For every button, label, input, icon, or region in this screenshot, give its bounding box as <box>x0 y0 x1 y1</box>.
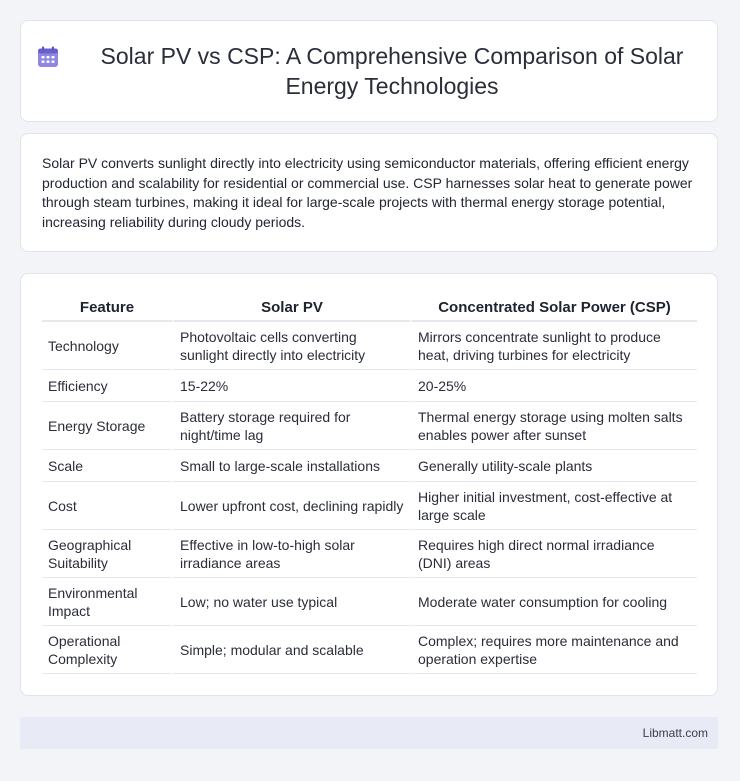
comparison-card <box>20 273 718 696</box>
feature-cell: Energy Storage <box>42 402 172 450</box>
solar-pv-cell: Battery storage required for night/time lag <box>172 402 410 450</box>
header-solar-pv: Solar PV <box>172 296 410 322</box>
solar-pv-cell: 15-22% <box>172 370 410 402</box>
table-row <box>42 626 697 674</box>
footer-site-link[interactable]: Libmatt.com <box>642 726 708 740</box>
header-feature: Feature <box>42 296 172 322</box>
csp-cell: Mirrors concentrate sunlight to produce heat, driving turbines for electricity <box>410 322 697 370</box>
csp-cell: Requires high direct normal irradiance (DNI) areas <box>410 530 697 578</box>
csp-cell: Thermal energy storage using molten salts enables power after sunset <box>410 402 697 450</box>
csp-cell: 20-25% <box>410 370 697 402</box>
table-row <box>42 322 697 370</box>
table-row <box>42 530 697 578</box>
feature-cell: Efficiency <box>42 370 172 402</box>
calendar-icon <box>36 45 60 69</box>
intro-card <box>20 133 718 252</box>
footer <box>20 717 718 749</box>
csp-cell: Generally utility-scale plants <box>410 450 697 482</box>
solar-pv-cell: Photovoltaic cells converting sunlight directly into electricity <box>172 322 410 370</box>
comparison-table <box>42 296 697 674</box>
csp-cell: Moderate water consumption for cooling <box>410 578 697 626</box>
header-csp: Concentrated Solar Power (CSP) <box>410 296 697 322</box>
feature-cell: Geographical Suitability <box>42 530 172 578</box>
table-row <box>42 578 697 626</box>
solar-pv-cell: Simple; modular and scalable <box>172 626 410 674</box>
feature-cell: Environmental Impact <box>42 578 172 626</box>
solar-pv-cell: Lower upfront cost, declining rapidly <box>172 482 410 530</box>
solar-pv-cell: Low; no water use typical <box>172 578 410 626</box>
intro-paragraph: Solar PV converts sunlight directly into electricity using semiconductor materials, offering efficient energy production and scalability for residential or commercial use. CSP harnesses solar heat to generate power through steam turbines, making it ideal for large-scale projects with thermal energy storage potential, increasing reliability during cloudy periods. <box>42 155 693 230</box>
title-wrap <box>16 41 722 101</box>
table-row <box>42 370 697 402</box>
title-card <box>20 20 718 122</box>
csp-cell: Complex; requires more maintenance and operation expertise <box>410 626 697 674</box>
feature-cell: Cost <box>42 482 172 530</box>
table-row <box>42 402 697 450</box>
table-row <box>42 482 697 530</box>
table-row <box>42 450 697 482</box>
feature-cell: Technology <box>42 322 172 370</box>
table-header-row <box>42 296 697 322</box>
solar-pv-cell: Small to large-scale installations <box>172 450 410 482</box>
feature-cell: Scale <box>42 450 172 482</box>
page-title: Solar PV vs CSP: A Comprehensive Comparison of Solar Energy Technologies <box>100 43 684 99</box>
feature-cell: Operational Complexity <box>42 626 172 674</box>
solar-pv-cell: Effective in low-to-high solar irradiance areas <box>172 530 410 578</box>
csp-cell: Higher initial investment, cost-effective at large scale <box>410 482 697 530</box>
